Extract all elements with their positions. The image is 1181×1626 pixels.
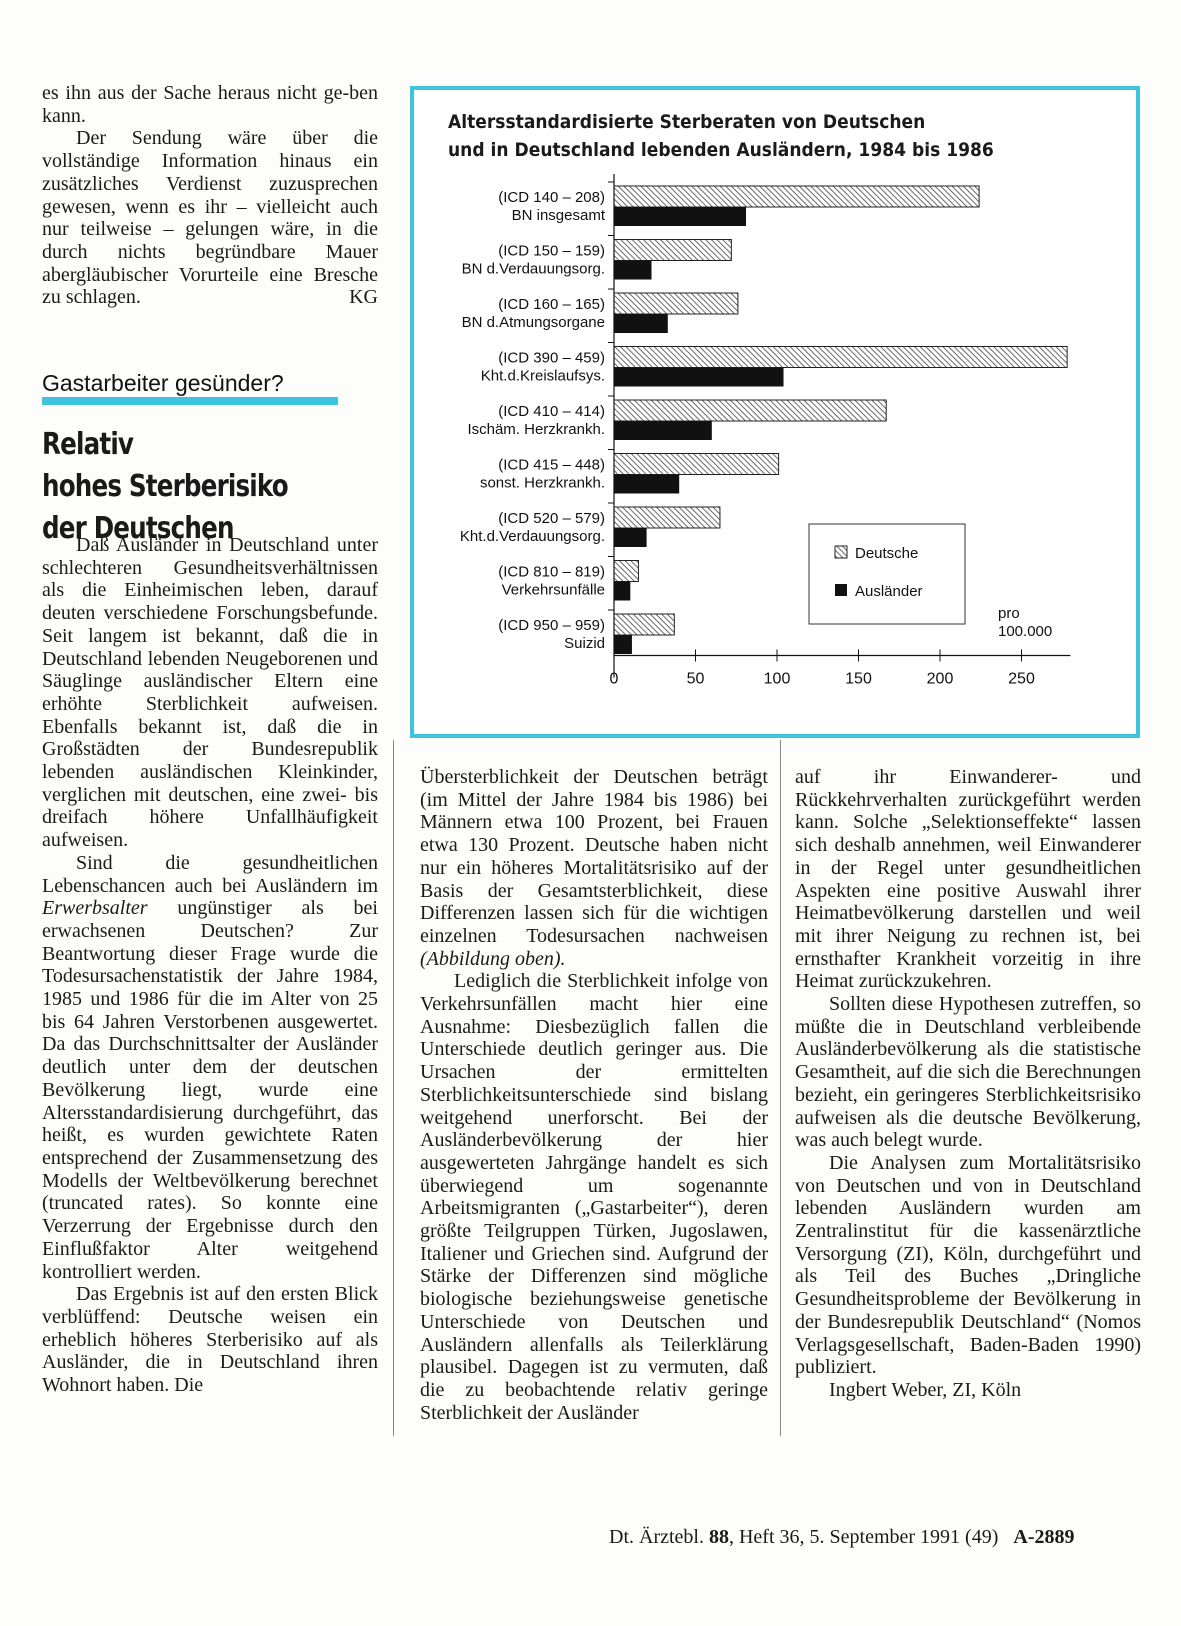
- column-3: [795, 766, 1141, 1402]
- paragraph: Das Ergebnis ist auf den ersten Blick verblüffend: Deutsche weisen ein erheblich höheres Sterberisiko auf als Ausländer, die in Deutschland ihren Wohnort haben. Die: [42, 1283, 378, 1397]
- category-label-code: (ICD 160 – 165): [498, 296, 605, 313]
- bar-auslaender: [614, 207, 746, 226]
- paragraph: auf ihr Einwanderer- und Rückkehrverhalten zurückgeführt werden kann. Solche „Selektionseffekte“ lassen sich deshalb annehmen, weil Einwanderer in der Regel unter gesundheitlichen Aspekten eine positive Auswahl ihrer Heimatbevölkerung darstellen und weil mit ihrer Neigung zu rechnen ist, bei ernsthafter Krankheit vorzeitig in ihre Heimat zurückzukehren.: [795, 766, 1141, 993]
- category-label-name: Kht.d.Kreislaufsys.: [480, 367, 605, 385]
- paragraph-text: ungünstiger als bei erwachsenen Deutschen? Zur Beantwortung dieser Frage wurde die Todesursachenstatistik der Jahre 1984, 1985 und 1986 für die im Alter von 25 bis 64 Jahren Verstorbenen ausgewertet. Da das Durchschnittsalter der Ausländer deutlich unter dem der deutschen Bevölkerung liegt, wurde eine Altersstandardisierung durchgeführt, das heißt, es wurden gewichtete Raten entsprechend der Zusammensetzung des Modells der Weltbevölkerung berechnet (truncated rates). So konnte eine Verzerrung der Ergebnisse durch den Einflußfaktor Alter weitgehend kontrolliert werden.: [42, 897, 378, 1283]
- category-label-name: Kht.d.Verdauungsorg.: [459, 528, 605, 545]
- paragraph: Daß Ausländer in Deutschland unter schlechteren Gesundheitsverhältnissen als die Einheimischen leben, darauf deuten verschiedene Forschungsbefunde. Seit langem ist bekannt, daß die in Deutschland lebenden Neugeborenen und Säuglinge ausländischer Eltern eine erhöhte Sterblichkeit aufweisen. Ebenfalls bekannt ist, daß die in Großstädten der Bundesrepublik lebenden ausländischen Kleinkinder, verglichen mit deutschen, eine zwei- bis dreifach höhere Unfallhäufigkeit aufweisen.: [42, 534, 378, 852]
- headline-line: hohes Sterberisiko: [42, 469, 288, 504]
- bar-deutsche: [614, 347, 1067, 368]
- bar-auslaender: [614, 261, 651, 280]
- emphasis: (Abbildung oben).: [420, 947, 566, 970]
- category-label-name: Suizid: [564, 635, 605, 652]
- legend-swatch-auslaender: [835, 584, 847, 596]
- paragraph: Die Analysen zum Mortalitätsrisiko von Deutschen und von in Deutschland lebenden Ausländern wurden am Zentralinstitut für die kassenärztliche Versorgung (ZI), Köln, durchgeführt und als Teil des Buches „Dringliche Gesundheitsprobleme der Bevölkerung in der Bundesrepublik Deutschland“ (Nomos Verlagsgesellschaft, Baden-Baden 1990) publiziert.: [795, 1151, 1141, 1379]
- unit-label: 100.000: [998, 623, 1053, 640]
- bar-deutsche: [614, 561, 638, 582]
- author-line: Ingbert Weber, ZI, Köln: [829, 1378, 1022, 1401]
- column-rule: [780, 740, 781, 1436]
- x-tick-label: 50: [686, 670, 705, 688]
- bar-deutsche: [614, 507, 720, 528]
- category-label-code: (ICD 415 – 448): [498, 456, 605, 474]
- category-label-code: (ICD 810 – 819): [498, 563, 605, 581]
- column-1-body: [42, 534, 378, 1397]
- column-1-top: [42, 82, 378, 309]
- page-footer: [609, 1526, 1074, 1549]
- column-2: [420, 766, 768, 1424]
- author-initials: KG: [349, 286, 378, 309]
- bar-deutsche: [614, 293, 738, 314]
- bar-auslaender: [614, 635, 632, 654]
- chart-title-line: und in Deutschland lebenden Ausländern, 1984 bis 1986: [448, 139, 994, 161]
- x-tick-label: 250: [1008, 670, 1035, 688]
- category-label-name: sonst. Herzkrankh.: [479, 474, 605, 492]
- category-label-name: BN d.Atmungsorgane: [461, 314, 605, 331]
- category-label-name: Verkehrsunfälle: [501, 581, 605, 599]
- paragraph: [42, 852, 378, 1283]
- bar-deutsche: [614, 400, 886, 421]
- bar-deutsche: [614, 614, 674, 635]
- bar-auslaender: [614, 421, 712, 440]
- chart-legend: [809, 524, 965, 624]
- x-tick-label: 100: [763, 670, 791, 688]
- bar-auslaender: [614, 528, 647, 547]
- category-label-code: (ICD 520 – 579): [498, 510, 605, 527]
- bar-deutsche: [614, 186, 979, 207]
- chart-title-line: Altersstandardisierte Sterberaten von Deutschen: [448, 111, 926, 133]
- bar-auslaender: [614, 475, 679, 494]
- column-rule: [393, 740, 394, 1436]
- category-label-code: (ICD 950 – 959): [498, 617, 605, 634]
- issue-info: , Heft 36, 5. September 1991 (49): [728, 1526, 999, 1548]
- bar-deutsche: [614, 454, 779, 475]
- category-label-code: (ICD 140 – 208): [498, 189, 605, 206]
- paragraph: [42, 127, 378, 309]
- journal-name: Dt. Ärztebl.: [609, 1526, 704, 1548]
- paragraph: [420, 766, 768, 970]
- paragraph-text: Sind die gesundheitlichen Lebenschancen auch bei Ausländern im: [42, 851, 378, 897]
- category-label-code: (ICD 150 – 159): [498, 242, 605, 260]
- legend-label-auslaender: Ausländer: [855, 583, 923, 600]
- page-number: A-2889: [1013, 1526, 1075, 1548]
- legend-label-deutsche: Deutsche: [855, 545, 919, 562]
- kicker: Gastarbeiter gesünder?: [42, 370, 284, 396]
- headline: [42, 424, 313, 550]
- kicker-underline: [42, 397, 338, 405]
- bar-chart: [414, 90, 1136, 734]
- volume: 88: [708, 1526, 729, 1548]
- category-label-name: BN insgesamt: [511, 207, 605, 224]
- headline-line: Relativ: [42, 427, 134, 462]
- category-label-code: (ICD 390 – 459): [498, 349, 605, 367]
- paragraph-text: Übersterblichkeit der Deutschen beträgt (im Mittel der Jahre 1984 bis 1986) bei Männern etwa 100 Prozent, bei Frauen etwa 130 Prozent. Deutsche haben nicht nur ein höheres Mortalitätsrisiko auf der Basis der Gesamtsterblichkeit, diese Differenzen lassen sich für die wichtigen einzelnen Todesursachen nachweisen: [420, 766, 768, 947]
- bar-auslaender: [614, 582, 630, 601]
- x-tick-label: 0: [609, 670, 619, 688]
- category-label-name: BN d.Verdauungsorg.: [461, 260, 605, 278]
- bar-auslaender: [614, 314, 668, 333]
- x-tick-label: 200: [926, 670, 954, 688]
- paragraph-text: Der Sendung wäre über die vollständige Information hinaus ein zusätzliches Verdienst zuzusprechen gewesen, wenn es ihr – vielleicht auch nur teilweise – gelungen wäre, in die durch nichts begründbare Mauer abergläubischer Vorurteile eine Bresche zu schlagen.: [42, 127, 378, 309]
- bar-auslaender: [614, 368, 784, 387]
- paragraph: Lediglich die Sterblichkeit infolge von Verkehrsunfällen macht hier eine Ausnahme: Diesbezüglich fallen die Unterschiede deutlich geringer aus. Die Ursachen der ermittelten Sterblichkeitsunterschiede sind bislang weitgehend unerforscht. Bei der Ausländerbevölkerung der hier ausgewerteten Jahrgänge handelt es sich überwiegend um sogenannte Arbeitsmigranten („Gastarbeiter“), deren größte Teilgruppen Türken, Jugoslawen, Italiener und Griechen sind. Aufgrund der Stärke der Differenzen sind mögliche biologische beziehungsweise genetische Unterschiede von Deutschen und Ausländern allenfalls als Teilerklärung plausibel. Dagegen ist zu vermuten, daß die zu beobachtende relativ geringe Sterblichkeit der Ausländer: [420, 970, 768, 1424]
- headline-line: der Deutschen: [42, 511, 234, 546]
- paragraph: es ihn aus der Sache heraus nicht ge-ben kann.: [42, 82, 378, 127]
- legend-swatch-deutsche: [835, 546, 847, 558]
- category-label-code: (ICD 410 – 414): [498, 403, 605, 420]
- category-label-name: Ischäm. Herzkrankh.: [467, 421, 605, 438]
- emphasis: Erwerbsalter: [42, 897, 148, 920]
- x-tick-label: 150: [845, 670, 872, 688]
- bar-deutsche: [614, 240, 731, 261]
- unit-label: pro: [998, 605, 1020, 622]
- paragraph: Sollten diese Hypothesen zutreffen, so müßte die in Deutschland verbleibende Ausländerbevölkerung als die statistische Gesamtheit, auf die sich die Berechnungen bezieht, ein geringeres Sterblichkeitsrisiko aufweisen als die deutsche Bevölkerung, was auch belegt wurde.: [795, 993, 1141, 1152]
